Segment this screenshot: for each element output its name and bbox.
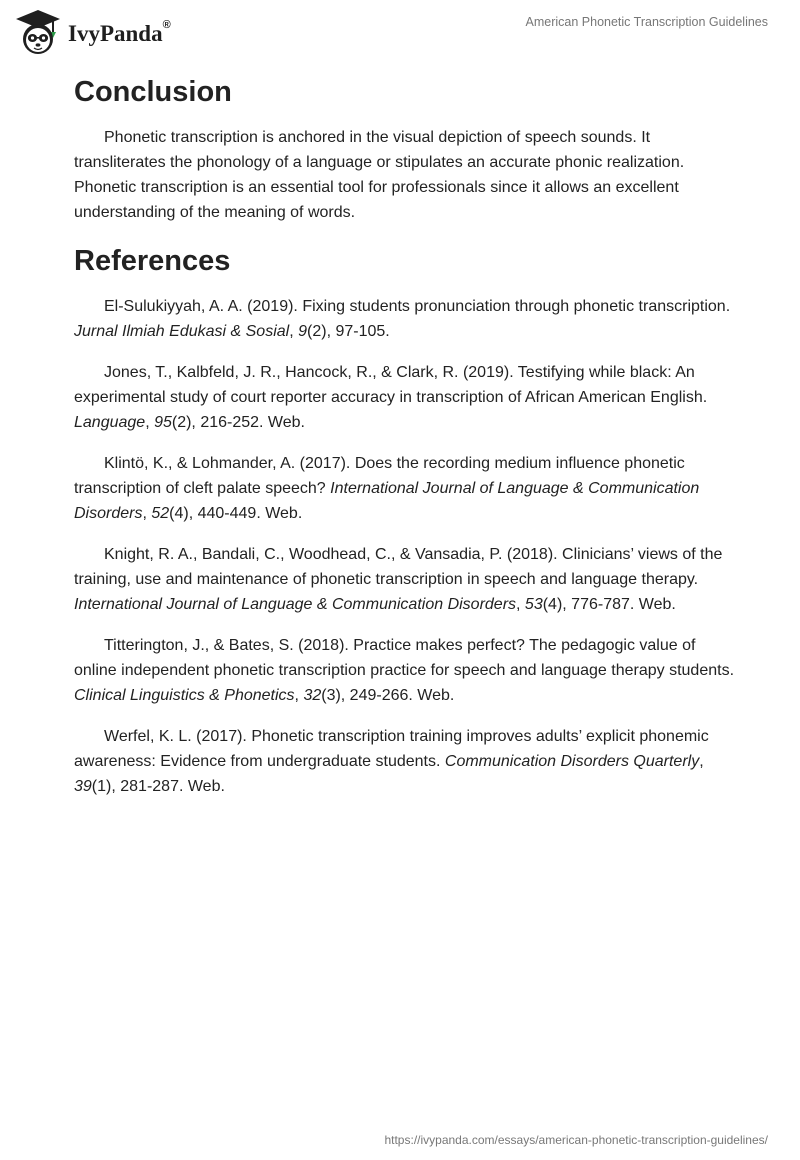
page-header (0, 0, 800, 70)
reference-item (74, 360, 734, 435)
registered-mark: ® (162, 19, 171, 31)
reference-volume: 52 (151, 505, 170, 522)
reference-tail: (4), 776-787. Web. (542, 596, 676, 613)
brand-name: IvyPanda (68, 21, 163, 46)
reference-tail: (2), 216-252. Web. (171, 414, 305, 431)
reference-volume: 39 (74, 778, 92, 795)
reference-separator: , (699, 753, 704, 770)
reference-separator: , (289, 323, 299, 340)
logo-wordmark (68, 21, 171, 47)
reference-tail: (3), 249-266. Web. (321, 687, 455, 704)
reference-authors: Jones, T., Kalbfeld, J. R., Hancock, R., & Clark, R. (2019). Testifying while black: An experimental study of court reporter accuracy in transcription of African American English. (74, 364, 708, 406)
reference-separator: , (145, 414, 155, 431)
reference-journal: International Journal of Language & Communication Disorders (74, 596, 517, 613)
reference-volume: 9 (298, 323, 308, 340)
reference-separator: , (516, 596, 525, 613)
reference-authors: Werfel, K. L. (2017). Phonetic transcription training improves adults’ explicit phonemic awareness: Evidence from undergraduate students. (74, 728, 709, 770)
reference-journal: Jurnal Ilmiah Edukasi & Sosial (74, 323, 290, 340)
reference-authors: Klintö, K., & Lohmander, A. (2017). Does the recording medium influence phonetic transcription of cleft palate speech? (74, 455, 685, 497)
reference-separator: , (142, 505, 152, 522)
reference-item (74, 294, 734, 344)
document-title: American Phonetic Transcription Guidelines (525, 15, 768, 29)
conclusion-paragraph: Phonetic transcription is anchored in the visual depiction of speech sounds. It transliterates the phonology of a language or stipulates an accurate phonic realization. Phonetic transcription is an essential tool for professionals since it allows an excellent understanding of the meaning of words. (74, 129, 685, 221)
reference-authors: Titterington, J., & Bates, S. (2018). Practice makes perfect? The pedagogic value of online independent phonetic transcription practice for speech and language therapy students. (74, 637, 735, 679)
reference-tail: (2), 97-105. (307, 323, 390, 340)
reference-journal: Communication Disorders Quarterly (444, 753, 700, 770)
reference-item (74, 633, 734, 708)
reference-volume: 95 (154, 414, 172, 431)
reference-journal: Clinical Linguistics & Phonetics (74, 687, 295, 704)
references-section (74, 245, 734, 799)
reference-authors: El-Sulukiyyah, A. A. (2019). Fixing students pronunciation through phonetic transcription. (104, 298, 731, 315)
panda-graduate-icon (14, 8, 62, 56)
document-body (74, 70, 734, 815)
conclusion-section (74, 76, 734, 225)
references-heading: References (74, 245, 231, 277)
reference-tail: (4), 440-449. Web. (169, 505, 303, 522)
reference-volume: 32 (303, 687, 322, 704)
reference-item (74, 724, 734, 799)
reference-journal: Language (74, 414, 146, 431)
reference-journal: International Journal of Language & Communication Disorders (74, 480, 700, 522)
reference-separator: , (294, 687, 304, 704)
ivypanda-logo[interactable] (14, 8, 171, 56)
reference-item (74, 451, 734, 526)
conclusion-heading: Conclusion (74, 76, 232, 108)
reference-item (74, 542, 734, 617)
reference-tail: (1), 281-287. Web. (91, 778, 225, 795)
reference-authors: Knight, R. A., Bandali, C., Woodhead, C., & Vansadia, P. (2018). Clinicians’ views of the training, use and maintenance of phonetic transcription in speech and language therapy. (74, 546, 723, 588)
reference-volume: 53 (524, 596, 543, 613)
footer-url[interactable]: https://ivypanda.com/essays/american-phonetic-transcription-guidelines/ (384, 1133, 768, 1147)
